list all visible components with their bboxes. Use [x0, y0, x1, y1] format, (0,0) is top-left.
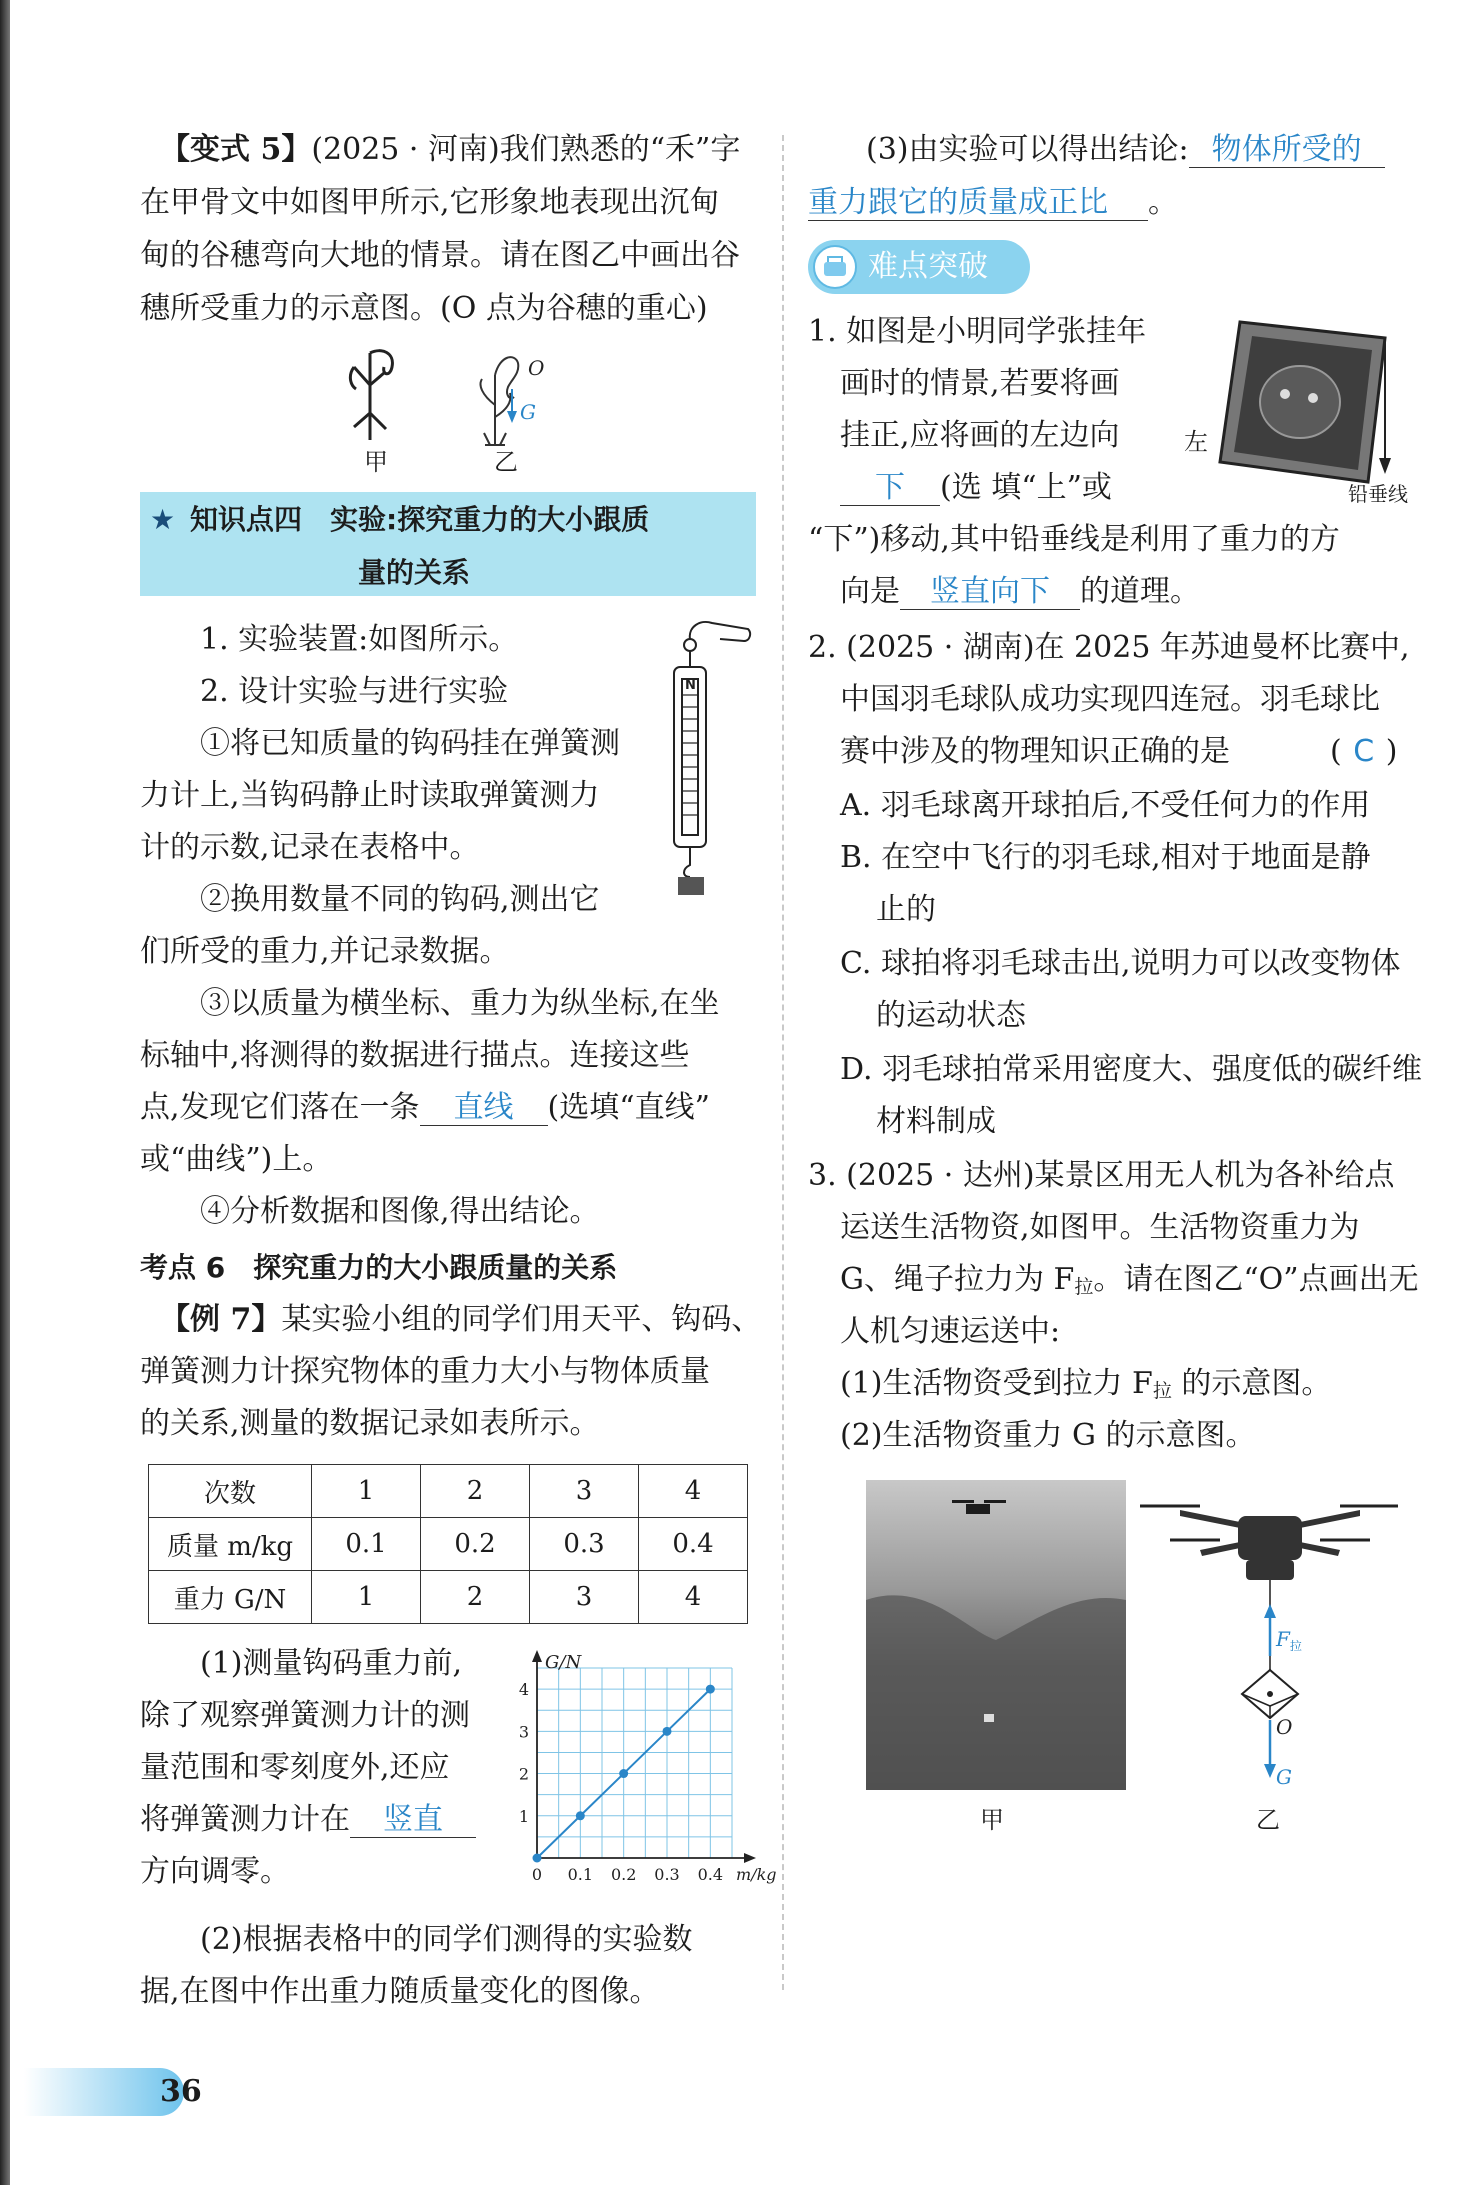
table-cell: 2 [421, 1571, 530, 1624]
table-cell: 重力 G/N [149, 1571, 312, 1624]
data-point [619, 1769, 628, 1778]
drone-body [1180, 1510, 1360, 1580]
variant5-line2: 在甲骨文中如图甲所示,它形象地表现出沉甸 [140, 185, 720, 220]
point-o-label: O [528, 356, 545, 380]
fig-label-yi-2: 乙 [1256, 1806, 1280, 1834]
y-tick-label: 4 [518, 1680, 529, 1700]
table-cell: 4 [639, 1465, 748, 1518]
example7-line1: 【例 7】某实验小组的同学们用天平、钩码、 [160, 1302, 762, 1337]
exp-line10: 点,发现它们落在一条 直线 (选填“直线” [140, 1090, 710, 1125]
fig-label-jia-2: 甲 [980, 1806, 1004, 1834]
column-divider [782, 135, 784, 1990]
spring-scale-unit: N [685, 678, 696, 693]
o-label: O [1276, 1715, 1293, 1739]
tension-label: $F_拉$ [1276, 1627, 1302, 1653]
drone-diagram [1140, 1480, 1400, 1800]
kaodian6-heading: 考点 6 探究重力的大小跟质量的关系 [140, 1251, 618, 1284]
p3-line2: 运送生活物资,如图甲。生活物资重力为 [840, 1210, 1360, 1245]
table-cell: 次数 [149, 1465, 312, 1518]
option-c: C. 球拍将羽毛球击出,说明力可以改变物体 [840, 946, 1401, 981]
y-tick-label: 1 [518, 1806, 529, 1826]
spring-scale-figure [660, 615, 770, 895]
p1-line2: 画时的情景,若要将画 [840, 366, 1120, 401]
knowledge-point-title: 知识点四 实验:探究重力的大小跟质 [190, 503, 650, 536]
p3-line4: 人机匀速运送中: [840, 1314, 1061, 1349]
p2-line2: 中国羽毛球队成功实现四连冠。羽毛球比 [840, 682, 1380, 717]
exp-line3: ①将已知质量的钩码挂在弹簧测 [200, 726, 620, 761]
tension-arrow-head [1264, 1604, 1276, 1618]
x-tick-label: 0.1 [567, 1865, 594, 1884]
p3-line1: 3. (2025 · 达州)某景区用无人机为各补给点 [808, 1158, 1395, 1193]
plumb-bob [1379, 458, 1391, 474]
breakthrough-icon [812, 244, 858, 290]
x-axis-arrow [744, 1853, 756, 1863]
data-table [148, 1464, 748, 1624]
fig-label-left: 左 [1184, 428, 1208, 456]
y-tick-label: 3 [518, 1722, 529, 1742]
chart-y-axis-label: G/N [545, 1652, 582, 1673]
exp-line9: 标轴中,将测得的数据进行描点。连接这些 [140, 1038, 690, 1073]
x-tick-label: 0.2 [610, 1865, 637, 1884]
data-point [663, 1727, 672, 1736]
exp-line11: 或“曲线”)上。 [140, 1142, 333, 1177]
answer-vertical-down: 竖直向下 [900, 575, 1080, 610]
p1-line3: 挂正,应将画的左边向 [840, 418, 1120, 453]
p3-line3: G、绳子拉力为 $F_拉$。请在图乙“O”点画出无 [840, 1262, 1419, 1298]
fig-label-yi: 乙 [494, 448, 518, 476]
gravity-mass-chart [515, 1648, 777, 1888]
p3-line5: (1)生活物资受到拉力 $F_拉$ 的示意图。 [840, 1366, 1332, 1402]
variant5-line3: 甸的谷穗弯向大地的情景。请在图乙中画出谷 [140, 238, 740, 273]
answer-down: 下 [840, 471, 940, 506]
small-drone-icon [952, 1500, 1006, 1514]
q1-line5: 方向调零。 [140, 1854, 290, 1889]
p2-answer-bracket: ( C ) [1330, 732, 1397, 772]
q1-line4: 将弹簧测力计在 竖直 [140, 1800, 476, 1840]
exp-line2: 2. 设计实验与进行实验 [200, 674, 509, 709]
exp-line4: 力计上,当钩码静止时读取弹簧测力 [140, 778, 600, 813]
answer-conclusion-1: 物体所受的 [1189, 133, 1385, 168]
option-d: D. 羽毛球拍常采用密度大、强度低的碳纤维 [840, 1052, 1423, 1087]
p2-line3: 赛中涉及的物理知识正确的是 [840, 734, 1230, 769]
q1-line3: 量范围和零刻度外,还应 [140, 1750, 450, 1785]
drone-photo-overlay [866, 1480, 1126, 1790]
x-tick-label: 0 [531, 1865, 543, 1884]
answer-vertical: 竖直 [350, 1803, 476, 1838]
star-icon: ★ [150, 503, 176, 536]
q1-line2: 除了观察弹簧测力计的测 [140, 1698, 470, 1733]
point-o [1267, 1691, 1273, 1697]
p3-line6: (2)生活物资重力 G 的示意图。 [840, 1418, 1256, 1453]
exp-line7: 们所受的重力,并记录数据。 [140, 934, 510, 969]
c3-line2: 重力跟它的质量成正比 。 [808, 185, 1178, 220]
exp-line1: 1. 实验装置:如图所示。 [200, 622, 519, 657]
option-d-cont: 材料制成 [876, 1104, 996, 1139]
example7-line2: 弹簧测力计探究物体的重力大小与物体质量 [140, 1354, 710, 1389]
p2-line1: 2. (2025 · 湖南)在 2025 年苏迪曼杯比赛中, [808, 630, 1410, 665]
exp-line8: ③以质量为横坐标、重力为纵坐标,在坐 [200, 986, 720, 1021]
nandian-title: 难点突破 [868, 249, 988, 284]
answer-c: C [1353, 734, 1375, 769]
option-b-cont: 止的 [876, 892, 936, 927]
x-tick-label: 0.4 [697, 1865, 724, 1884]
option-b: B. 在空中飞行的羽毛球,相对于地面是静 [840, 840, 1371, 875]
gravity-g-label: G [520, 400, 536, 424]
q2-line2: 据,在图中作出重力随质量变化的图像。 [140, 1974, 660, 2009]
g-label: G [1276, 1765, 1292, 1789]
y-axis-arrow [532, 1650, 542, 1662]
table-cell: 2 [421, 1465, 530, 1518]
book-spine [0, 0, 10, 2185]
fig-label-jia: 甲 [364, 448, 388, 476]
gravity-arrow-head [507, 411, 517, 423]
table-cell: 1 [312, 1465, 421, 1518]
p1-line5: “下”)移动,其中铅垂线是利用了重力的方 [808, 522, 1340, 557]
data-point [576, 1811, 585, 1820]
table-cell: 3 [530, 1571, 639, 1624]
table-cell: 质量 m/kg [149, 1518, 312, 1571]
exp-line5: 计的示数,记录在表格中。 [140, 830, 480, 865]
data-point [706, 1685, 715, 1694]
c3-line1: (3)由实验可以得出结论: 物体所受的 [866, 130, 1385, 170]
table-row [149, 1518, 748, 1571]
knowledge-point-title-2: 量的关系 [358, 556, 471, 589]
table-cell: 0.4 [639, 1518, 748, 1571]
y-tick-label: 2 [518, 1764, 529, 1784]
table-row [149, 1465, 748, 1518]
answer-line-straight: 直线 [420, 1091, 548, 1126]
fig-label-plumb-line: 铅垂线 [1348, 482, 1408, 506]
table-cell: 4 [639, 1571, 748, 1624]
q2-line1: (2)根据表格中的同学们测得的实验数 [200, 1922, 693, 1957]
q1-line1: (1)测量钩码重力前, [200, 1646, 463, 1681]
oracle-he-character [350, 351, 392, 440]
page-number: 36 [160, 2074, 202, 2109]
table-cell: 0.2 [421, 1518, 530, 1571]
table-cell: 3 [530, 1465, 639, 1518]
p1-line1: 1. 如图是小明同学张挂年 [808, 314, 1147, 349]
x-tick-label: 0.3 [654, 1865, 680, 1884]
option-c-cont: 的运动状态 [876, 998, 1026, 1033]
p1-line4: 下 (选 填“上”或 [840, 468, 1112, 508]
exp-line12: ④分析数据和图像,得出结论。 [200, 1194, 600, 1229]
table-cell: 0.1 [312, 1518, 421, 1571]
p1-line6: 向是 竖直向下 的道理。 [840, 574, 1200, 609]
exp-line6: ②换用数量不同的钩码,测出它 [200, 882, 600, 917]
table-cell: 0.3 [530, 1518, 639, 1571]
variant5-line1: 【变式 5】(2025 · 河南)我们熟悉的“禾”字 [160, 132, 741, 167]
answer-conclusion-2: 重力跟它的质量成正比 [808, 186, 1148, 221]
tiger-figure [1260, 366, 1340, 438]
chart-x-axis-label: m/kg [736, 1865, 777, 1884]
table-row [149, 1571, 748, 1624]
option-a: A. 羽毛球离开球拍后,不受任何力的作用 [840, 788, 1371, 823]
table-cell: 1 [312, 1571, 421, 1624]
variant5-line4: 穗所受重力的示意图。(O 点为谷穗的重心) [140, 291, 708, 326]
example7-line3: 的关系,测量的数据记录如表所示。 [140, 1406, 600, 1441]
data-point [533, 1854, 542, 1863]
hook-weight [678, 877, 704, 895]
gravity-arrow-head-2 [1264, 1764, 1276, 1778]
